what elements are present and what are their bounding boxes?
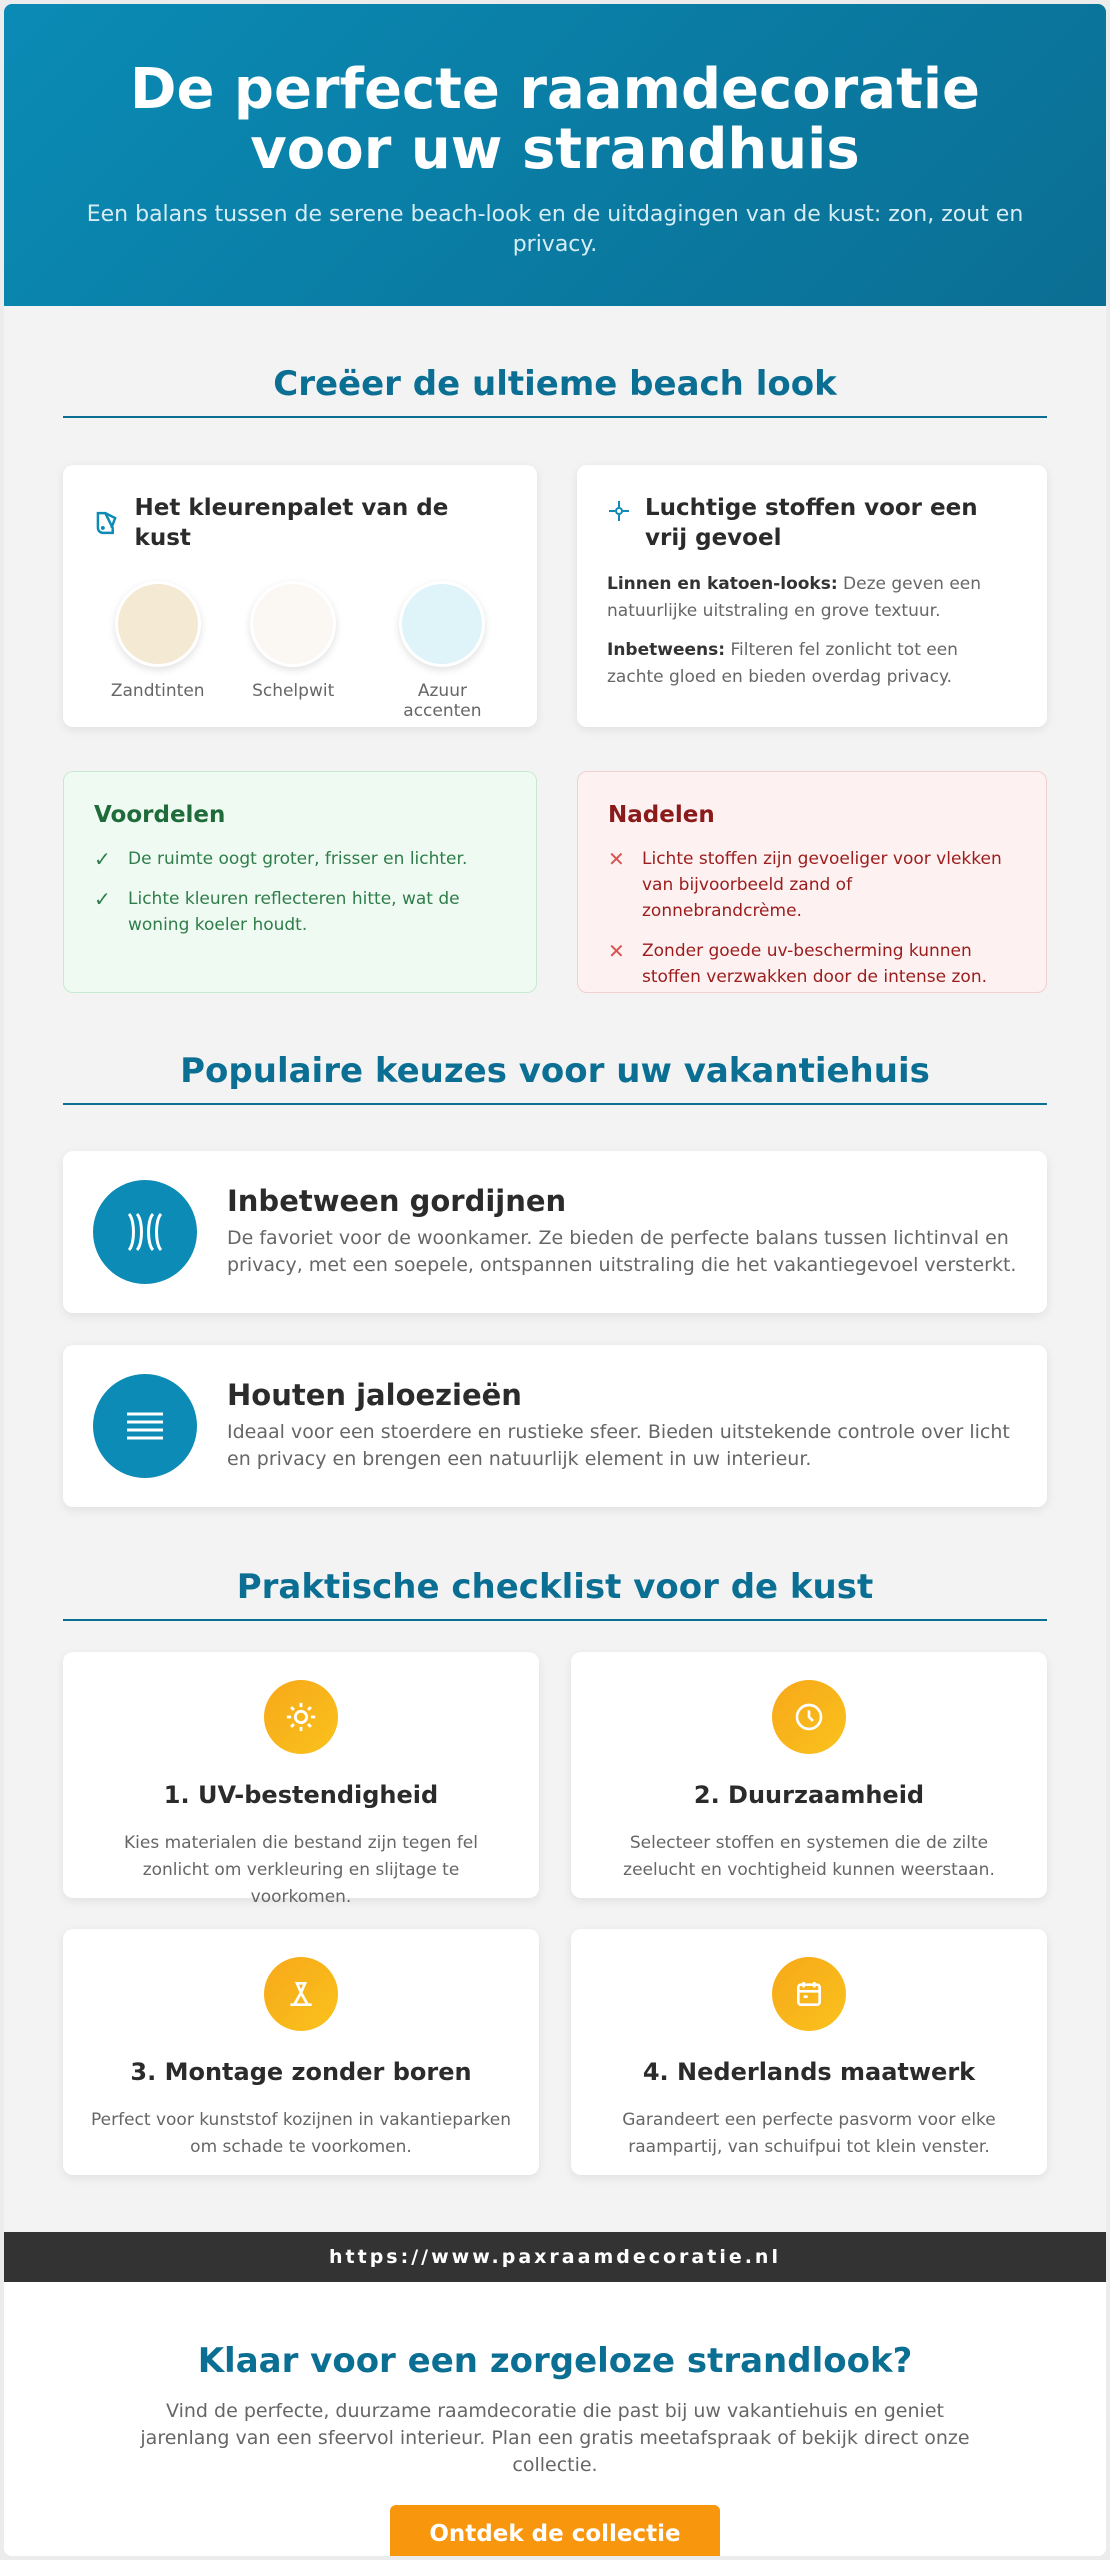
section-heading-popular: Populaire keuzes voor uw vakantiehuis — [63, 1049, 1047, 1105]
curtains-icon — [93, 1180, 197, 1284]
checklist-title: 4. Nederlands maatwerk — [642, 2058, 976, 2086]
cross-icon: ✕ — [608, 847, 625, 871]
cta-text: Vind de perfecte, duurzame raamdecoratie die past bij uw vakantiehuis en geniet jarenlang van een sfeervol interieur. Plan een gratis meetafspraak of bekijk direct onze collectie. — [140, 2400, 970, 2476]
check-icon: ✓ — [94, 847, 111, 871]
fabric-point — [607, 637, 1017, 691]
swatch-shell — [242, 581, 343, 721]
sparkle-icon — [607, 499, 631, 523]
cons-item — [608, 846, 1016, 924]
swatch-sand — [107, 581, 208, 721]
pros-item-text: Lichte kleuren reflecteren hitte, wat de woning koeler houdt. — [128, 889, 460, 935]
cons-item-text: Zonder goede uv-bescherming kunnen stoffen verzwakken door de intense zon. — [642, 941, 988, 987]
swatch-color — [399, 581, 485, 667]
fabric-point-text: Deze geven een natuurlijke uitstraling en grove textuur. — [607, 574, 982, 621]
clock-icon — [772, 1680, 846, 1754]
checklist-title: 2. Duurzaamheid — [693, 1781, 925, 1809]
hero-title: De perfecte raamdecoratie voor uw strandhuis — [129, 57, 981, 182]
checklist-text: Perfect voor kunststof kozijnen in vakantieparken om schade te voorkomen. — [91, 2110, 511, 2157]
tools-icon — [264, 1957, 338, 2031]
fabric-point-term: Linnen en katoen-looks: — [607, 574, 838, 594]
palette-icon — [93, 508, 123, 538]
cons-item — [608, 938, 1016, 990]
palette-card — [63, 465, 537, 727]
hero-subtitle: Een balans tussen de serene beach-look en de uitdagingen van de kust: zon, zout en privacy. — [86, 202, 1024, 257]
cons-title: Nadelen — [608, 802, 715, 828]
swatch-label: Schelpwit — [252, 681, 335, 701]
swatch-azure — [378, 581, 507, 721]
cta-section — [4, 2282, 1106, 2556]
checklist-text: Selecteer stoffen en systemen die de zilte zeelucht en vochtigheid kunnen weerstaan. — [623, 1833, 995, 1880]
checklist-card — [63, 1929, 539, 2175]
cons-box — [577, 771, 1047, 993]
section-heading-beach-look: Creëer de ultieme beach look — [63, 362, 1047, 418]
cross-icon: ✕ — [608, 939, 625, 963]
checklist-text: Garandeert een perfecte pasvorm voor elke raampartij, van schuifpui tot klein venster. — [622, 2110, 996, 2157]
swatch-label: Zandtinten — [110, 681, 205, 701]
popular-text: De favoriet voor de woonkamer. Ze bieden de perfecte balans tussen lichtinval en privacy, met een soepele, ontspannen uitstraling die het vakantiegevoel versterkt. — [227, 1227, 1017, 1276]
palette-title: Het kleurenpalet van de kust — [134, 495, 449, 551]
checklist-card — [63, 1652, 539, 1907]
pros-item — [94, 886, 506, 938]
swatch-color — [250, 581, 336, 667]
fabric-point — [607, 571, 1017, 625]
hero-banner — [4, 4, 1106, 306]
popular-title: Houten jaloezieën — [227, 1378, 522, 1412]
popular-title: Inbetween gordijnen — [227, 1184, 567, 1218]
checklist-title: 1. UV-bestendigheid — [163, 1781, 439, 1809]
cta-title: Klaar voor een zorgeloze strandlook? — [197, 2341, 913, 2381]
fabric-point-term: Inbetweens: — [607, 640, 726, 660]
fabrics-title: Luchtige stoffen voor een vrij gevoel — [645, 495, 978, 551]
pros-item-text: De ruimte oogt groter, frisser en lichter. — [128, 849, 468, 869]
cons-item-text: Lichte stoffen zijn gevoeliger voor vlekken van bijvoorbeeld zand of zonnebrandcrème. — [642, 849, 1002, 921]
checklist-title: 3. Montage zonder boren — [130, 2058, 472, 2086]
swatch-label: Azuur accenten — [403, 681, 482, 721]
pros-title: Voordelen — [94, 802, 226, 828]
discover-collection-button[interactable]: Ontdek de collectie — [390, 2505, 720, 2556]
checklist-card — [571, 1929, 1047, 2175]
calendar-icon — [772, 1957, 846, 2031]
fabrics-card — [577, 465, 1047, 727]
pros-item — [94, 846, 506, 872]
blinds-icon — [93, 1374, 197, 1478]
checklist-text: Kies materialen die bestand zijn tegen fel zonlicht om verkleuring en slijtage te voorkomen. — [124, 1833, 478, 1907]
page — [4, 4, 1106, 2556]
pros-box — [63, 771, 537, 993]
swatch-color — [115, 581, 201, 667]
fabric-point-text: Filteren fel zonlicht tot een zachte gloed en bieden overdag privacy. — [607, 640, 958, 687]
popular-text: Ideaal voor een stoerdere en rustieke sfeer. Bieden uitstekende controle over licht en privacy en brengen een natuurlijk element in uw interieur. — [227, 1421, 1010, 1470]
website-url[interactable]: https://www.paxraamdecoratie.nl — [4, 2232, 1106, 2282]
popular-card-curtains — [63, 1151, 1047, 1313]
check-icon: ✓ — [94, 887, 111, 911]
sun-icon — [264, 1680, 338, 1754]
popular-card-blinds — [63, 1345, 1047, 1507]
section-heading-checklist: Praktische checklist voor de kust — [63, 1565, 1047, 1621]
checklist-card — [571, 1652, 1047, 1898]
swatch-list — [93, 581, 507, 721]
